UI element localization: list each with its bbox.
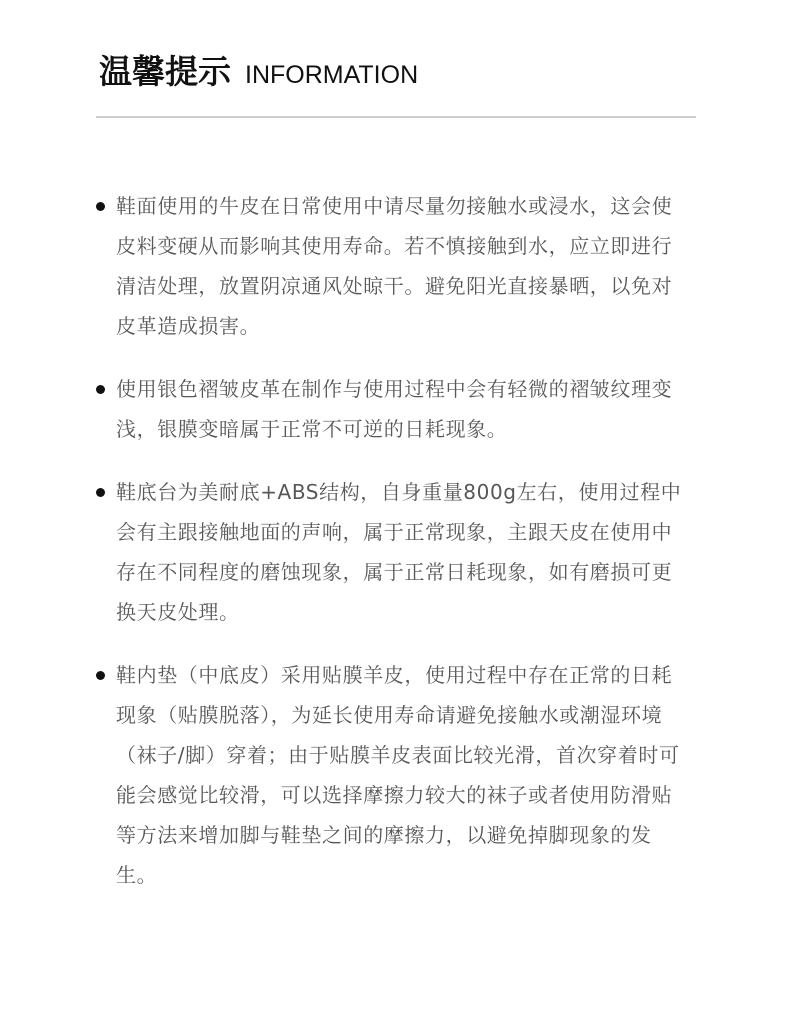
note-text: 鞋内垫（中底皮）采用贴膜羊皮，使用过程中存在正常的日耗现象（贴膜脱落），为延长使用寿命请避免接触水或潮湿环境（袜子/脚）穿着；由于贴膜羊皮表面比较光滑，首次穿着时可能会感觉比较滑，可以选择摩擦力较大的袜子或者使用防滑贴等方法来增加脚与鞋垫之间的摩擦力，以避免掉脚现象的发生。 xyxy=(116,663,680,887)
header-divider xyxy=(96,116,696,118)
list-item xyxy=(96,655,692,895)
page-subtitle: INFORMATION xyxy=(245,61,419,89)
bullet-icon xyxy=(96,385,105,394)
list-item xyxy=(96,369,692,449)
bullet-icon xyxy=(96,671,105,680)
page-title: 温馨提示 xyxy=(99,52,231,91)
note-text: 鞋底台为美耐底+ABS结构，自身重量800g左右，使用过程中会有主跟接触地面的声响，属于正常现象，主跟天皮在使用中存在不同程度的磨蚀现象，属于正常日耗现象，如有磨损可更换天皮处理。 xyxy=(116,480,682,624)
notes-list xyxy=(96,186,692,895)
bullet-icon xyxy=(96,488,105,497)
list-item xyxy=(96,186,692,346)
note-text: 使用银色褶皱皮革在制作与使用过程中会有轻微的褶皱纹理变浅，银膜变暗属于正常不可逆的日耗现象。 xyxy=(116,377,673,441)
page-header xyxy=(99,46,699,90)
bullet-icon xyxy=(96,202,105,211)
list-item xyxy=(96,472,692,632)
note-text: 鞋面使用的牛皮在日常使用中请尽量勿接触水或浸水，这会使皮料变硬从而影响其使用寿命。若不慎接触到水，应立即进行清洁处理，放置阴凉通风处晾干。避免阳光直接暴晒，以免对皮革造成损害。 xyxy=(116,194,673,338)
